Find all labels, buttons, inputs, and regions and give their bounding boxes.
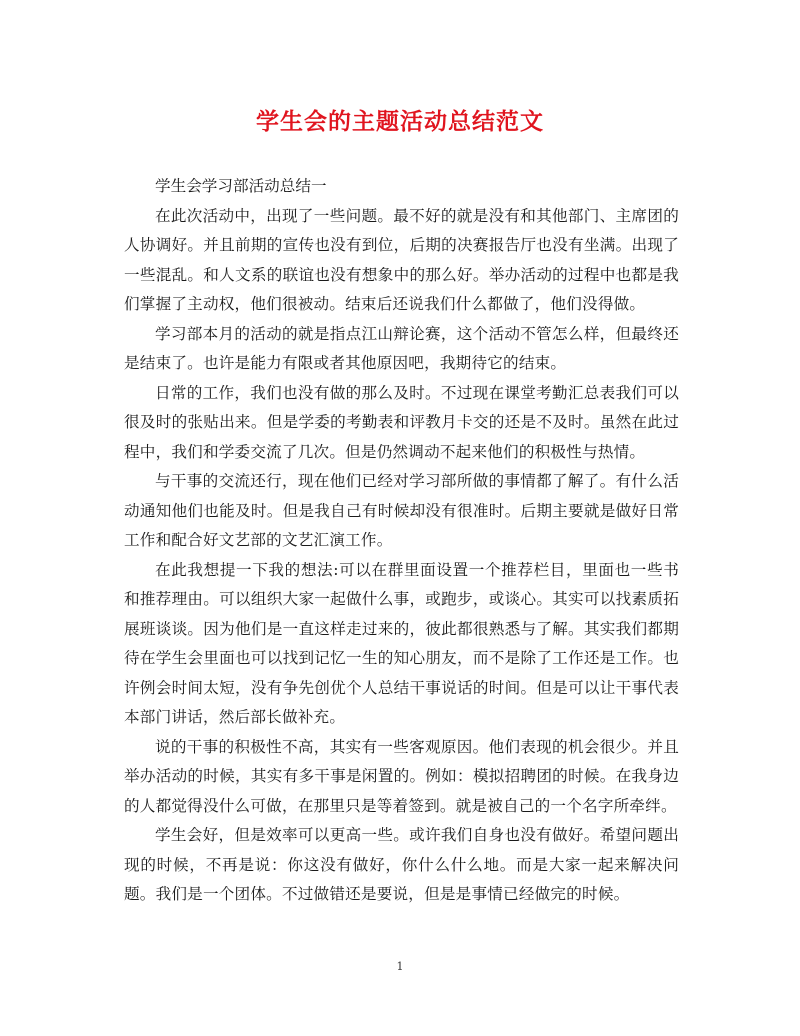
paragraph-5: 在此我想提一下我的想法:可以在群里面设置一个推荐栏目，里面也一些书和推荐理由。可以组织大家一起做什么事，或跑步，或谈心。其实可以找素质拓展班谈谈。因为他们是一直这样走过来的，彼此都很熟悉与了解。其实我们都期待在学生会里面也可以找到记忆一生的知心朋友，而不是除了工作还是工作。也许例会时间太短，没有争先创优个人总结干事说话的时间。但是可以让干事代表本部门讲话，然后部长做补充。 [124, 560, 679, 726]
paragraph-4: 与干事的交流还行，现在他们已经对学习部所做的事情都了解了。有什么活动通知他们也能及时。但是我自己有时候却没有很准时。后期主要就是做好日常工作和配合好文艺部的文艺汇演工作。 [124, 472, 679, 549]
document-title: 学生会的主题活动总结范文 [256, 108, 544, 135]
section-heading: 学生会学习部活动总结一 [155, 177, 327, 195]
paragraph-7: 学生会好，但是效率可以更高一些。或许我们自身也没有做好。希望问题出现的时候，不再是说：你这没有做好，你什么什么地。而是大家一起来解决问题。我们是一个团体。不过做错还是要说，但是是事情已经做完的时候。 [124, 826, 679, 903]
paragraph-6: 说的干事的积极性不高，其实有一些客观原因。他们表现的机会很少。并且举办活动的时候，其实有多干事是闲置的。例如：模拟招聘团的时候。在我身边的人都觉得没什么可做，在那里只是等着签到。就是被自己的一个名字所牵绊。 [124, 737, 679, 815]
page-number: 1 [396, 960, 404, 973]
paragraph-3: 日常的工作，我们也没有做的那么及时。不过现在课堂考勤汇总表我们可以很及时的张贴出来。但是学委的考勤表和评教月卡交的还是不及时。虽然在此过程中，我们和学委交流了几次。但是仍然调动不起来他们的积极性与热情。 [124, 383, 679, 461]
paragraph-1: 在此次活动中，出现了一些问题。最不好的就是没有和其他部门、主席团的人协调好。并且前期的宣传也没有到位，后期的决赛报告厅也没有坐满。出现了一些混乱。和人文系的联谊也没有想象中的那么好。举办活动的过程中也都是我们掌握了主动权，他们很被动。结束后还说我们什么都做了，他们没得做。 [124, 206, 679, 313]
document-body [124, 172, 679, 910]
paragraph-2: 学习部本月的活动的就是指点江山辩论赛，这个活动不管怎么样，但最终还是结束了。也许是能力有限或者其他原因吧，我期待它的结束。 [124, 324, 679, 372]
